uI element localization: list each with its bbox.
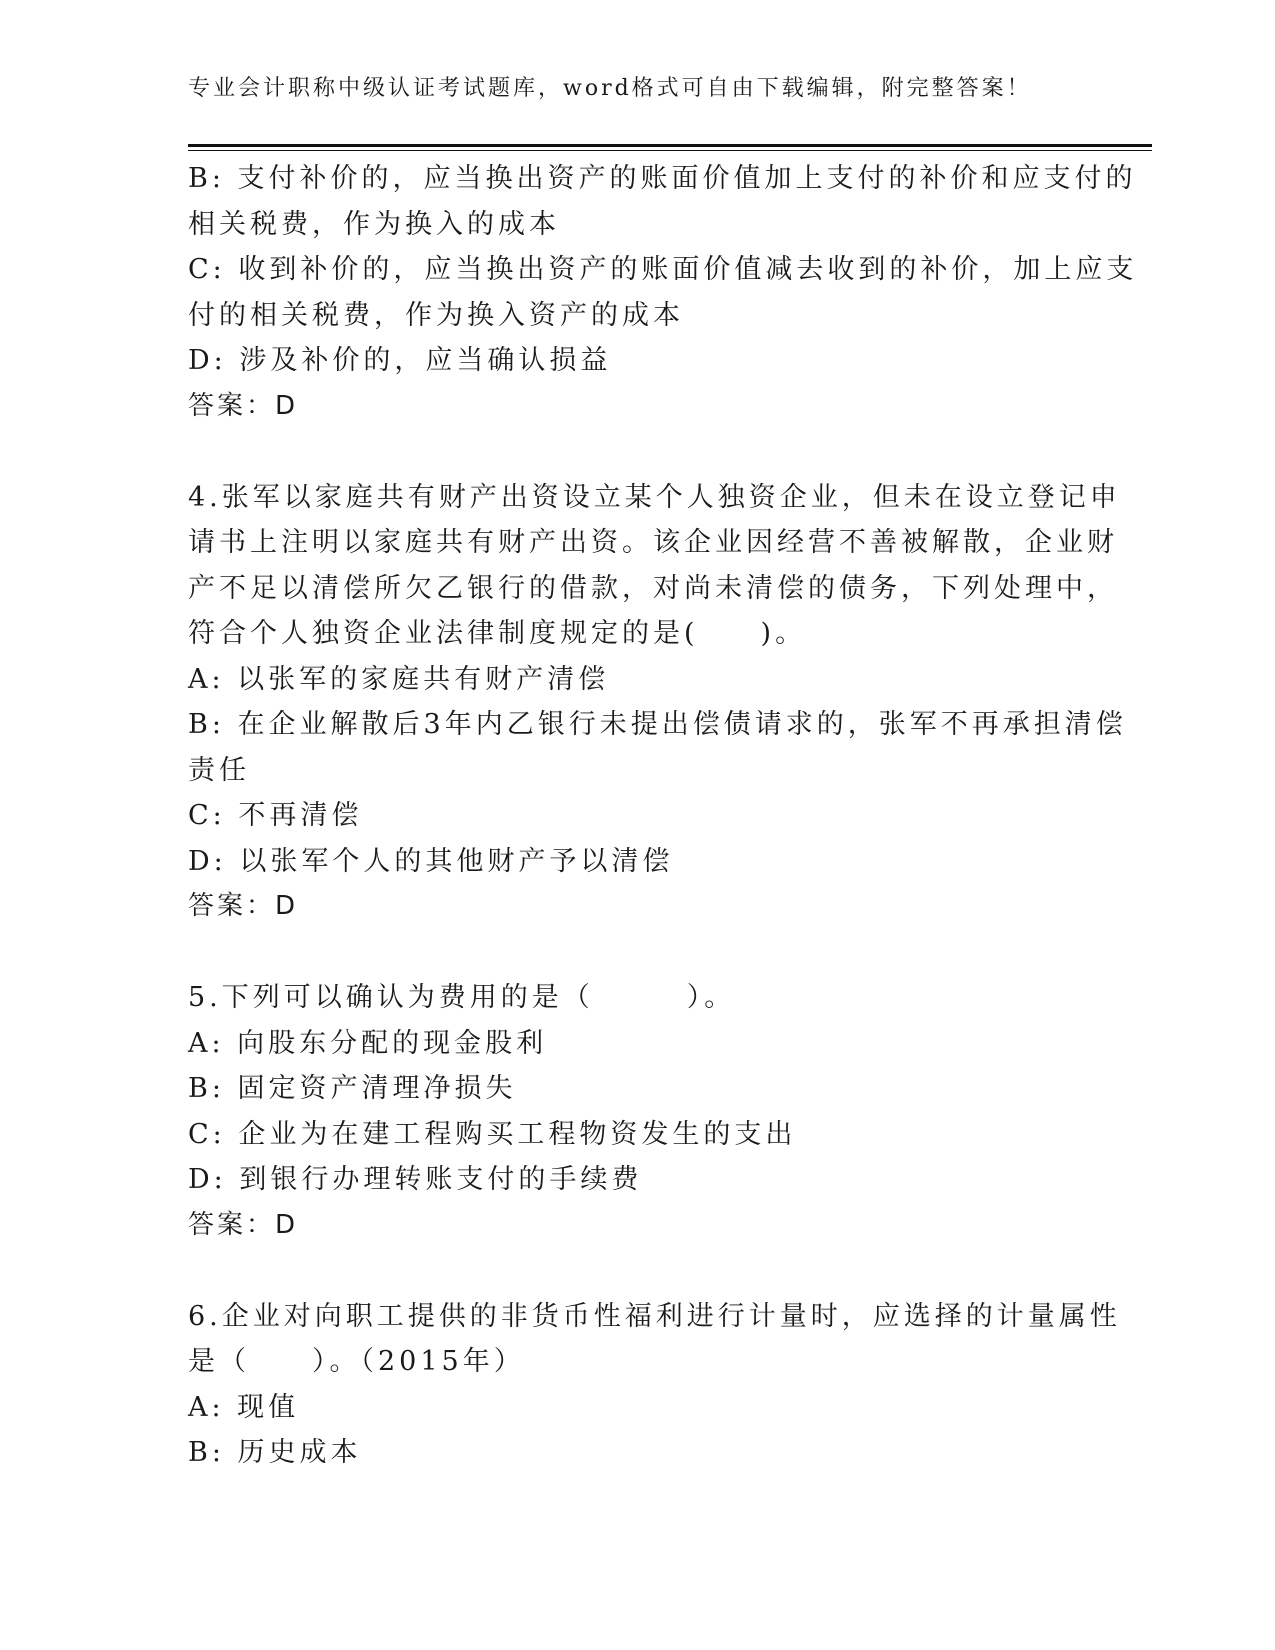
option-b-line: B: 在企业解散后3年内乙银行未提出偿债请求的，张军不再承担清偿 [188,709,1127,740]
option-c: C: 企业为在建工程购买工程物资发生的支出 [188,1118,797,1150]
question-6 [188,1294,1121,1476]
option-c: C: 不再清偿 [188,800,363,831]
option-c-line: 付的相关税费，作为换入资产的成本 [188,299,684,331]
question-stem-line: 是（ ）。（2015年） [188,1346,525,1377]
option-d: D: 到银行办理转账支付的手续费 [188,1164,643,1195]
spacer [188,930,1088,976]
answer: 答案：D [188,891,299,921]
question-4 [188,475,1127,930]
spacer [188,429,1088,475]
option-b: B: 历史成本 [188,1437,362,1468]
option-d: D: 涉及补价的，应当确认损益 [188,345,612,376]
option-b: B: 固定资产清理净损失 [188,1073,517,1104]
option-c-line: C: 收到补价的，应当换出资产的账面价值减去收到的补价，加上应支 [188,254,1138,285]
header-divider [188,144,1152,147]
option-a: A: 以张军的家庭共有财产清偿 [188,663,610,695]
answer: 答案：D [188,1209,299,1240]
question-5 [188,975,1088,1248]
option-a: A: 向股东分配的现金股利 [188,1027,548,1059]
header-divider-thin [188,150,1152,151]
option-d: D: 以张军个人的其他财产予以清偿 [188,845,674,877]
option-b-line: B: 支付补价的，应当换出资产的账面价值加上支付的补价和应支付的 [188,163,1137,194]
option-b-line: 责任 [188,754,250,786]
option-b-line: 相关税费，作为换入的成本 [188,208,560,240]
question-stem-line: 产不足以清偿所欠乙银行的借款，对尚未清偿的债务，下列处理中， [188,572,1118,604]
answer: 答案：D [188,390,299,421]
question-stem-line: 符合个人独资企业法律制度规定的是( )。 [188,618,807,649]
spacer [188,1248,1088,1294]
question-stem-line: 5.下列可以确认为费用的是（ ）。 [188,982,736,1013]
question-stem-line: 请书上注明以家庭共有财产出资。该企业因经营不善被解散，企业财 [188,527,1118,558]
page-header: 专业会计职称中级认证考试题库，word格式可自由下载编辑，附完整答案！ [188,76,1032,101]
question-stem-line: 6.企业对向职工提供的非货币性福利进行计量时，应选择的计量属性 [188,1300,1121,1332]
question-stem-line: 4.张军以家庭共有财产出资设立某个人独资企业，但未在设立登记申 [188,481,1121,513]
question-3 [188,156,1138,429]
option-a: A: 现值 [188,1391,300,1423]
document-body [188,156,1138,1476]
